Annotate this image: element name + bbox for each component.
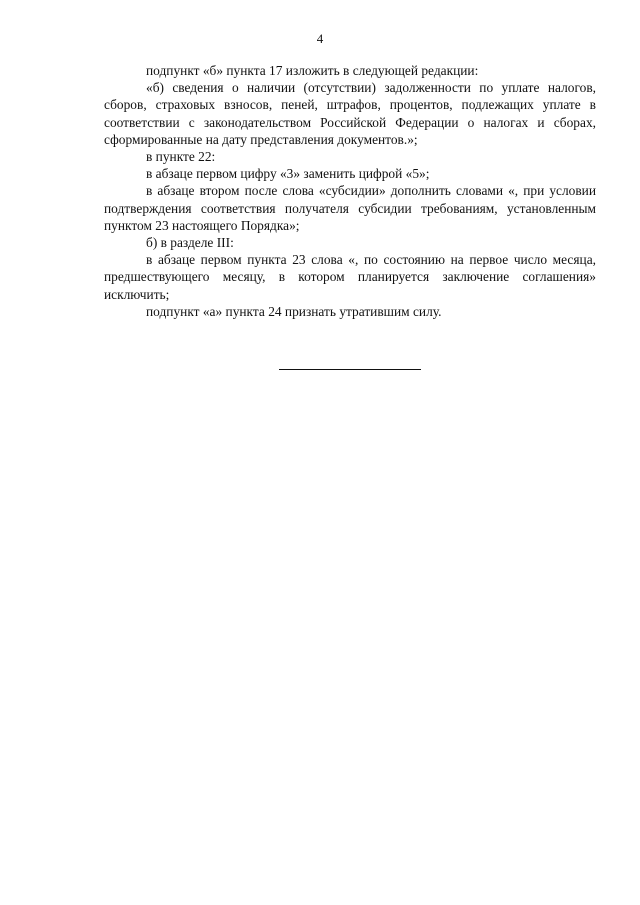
paragraph-item-23-change: в абзаце первом пункта 23 слова «, по состоянию на первое число месяца, предшествующего месяцу, в котором планируется заключение соглашения» исключить; [104, 252, 596, 302]
paragraph-subitem-b-item-17: подпункт «б» пункта 17 изложить в следующей редакции: [146, 63, 479, 78]
end-rule-divider [279, 369, 421, 370]
paragraph-item-24-repeal: подпункт «а» пункта 24 признать утратившим силу. [146, 303, 442, 319]
page-number: 4 [316, 31, 324, 46]
paragraph-section-iii: б) в разделе III: [146, 235, 234, 251]
paragraph-new-subitem-b-text: «б) сведения о наличии (отсутствии) задолженности по уплате налогов, сборов, страховых взносов, пеней, штрафов, процентов, подлежащих уплате в соответствии с законодательством Российской Федерации о налогах и сборах, сформированные на дату представления документов.»; [104, 80, 596, 147]
paragraph-second-abzats-change: в абзаце втором после слова «субсидии» дополнить словами «, при условии подтверждения соответствия получателя субсидии требованиям, установленным пунктом 23 настоящего Порядка»; [104, 183, 596, 233]
paragraph-item-22: в пункте 22: [146, 149, 216, 165]
document-body [104, 62, 596, 320]
paragraph-first-abzats-change: в абзаце первом цифру «3» заменить цифрой «5»; [146, 166, 430, 182]
